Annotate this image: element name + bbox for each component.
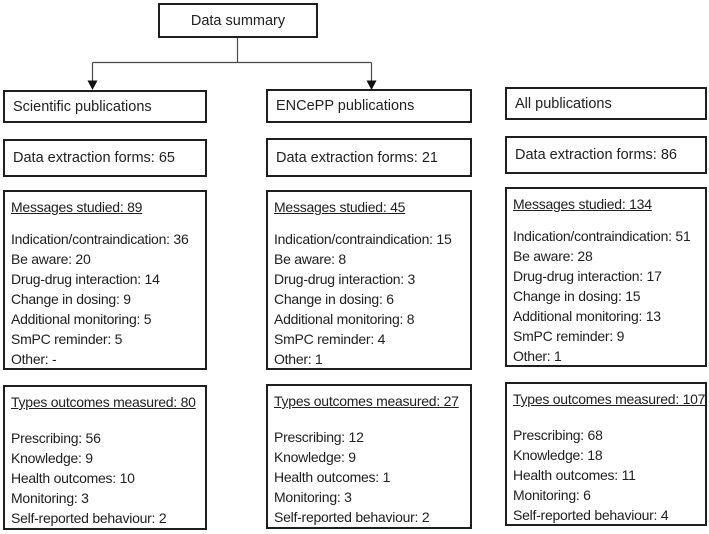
outcomes-header: Types outcomes measured: 107 [513, 391, 706, 407]
message-item: Change in dosing: 9 [11, 291, 131, 307]
messages-studied-box-all [505, 187, 707, 367]
outcome-item: Health outcomes: 10 [11, 470, 135, 486]
connector-lines [0, 0, 709, 95]
extraction-forms-box-encepp [266, 138, 472, 177]
message-item: Additional monitoring: 5 [11, 311, 152, 327]
message-item: Change in dosing: 6 [274, 291, 394, 307]
extraction-forms-label: Data extraction forms: 21 [276, 149, 438, 166]
outcome-item: Prescribing: 56 [11, 430, 101, 446]
messages-header: Messages studied: 45 [274, 199, 406, 215]
outcome-item: Monitoring: 6 [513, 487, 591, 503]
arrow-down-icon [88, 81, 98, 91]
outcome-item: Self-reported behaviour: 2 [11, 510, 167, 526]
message-item: Other: 1 [274, 351, 323, 367]
message-item: Be aware: 20 [11, 251, 91, 267]
outcome-item: Self-reported behaviour: 4 [513, 507, 669, 523]
outcomes-header: Types outcomes measured: 80 [11, 394, 196, 410]
outcomes-box-all [505, 382, 707, 526]
root-box [158, 3, 318, 38]
message-item: Drug-drug interaction: 14 [11, 271, 160, 287]
message-item: Indication/contraindication: 36 [11, 231, 189, 247]
outcome-item: Prescribing: 12 [274, 429, 364, 445]
messages-header: Messages studied: 89 [11, 199, 143, 215]
outcome-item: Health outcomes: 1 [274, 469, 391, 485]
messages-header: Messages studied: 134 [513, 196, 652, 212]
outcome-item: Knowledge: 18 [513, 447, 603, 463]
extraction-forms-box-scientific [3, 139, 207, 177]
column-title-label: All publications [515, 95, 612, 112]
outcome-item: Monitoring: 3 [274, 489, 352, 505]
message-item: Other: 1 [513, 348, 562, 364]
outcomes-box-scientific [3, 385, 207, 530]
message-item: Other: - [11, 351, 57, 367]
message-item: Be aware: 8 [274, 251, 346, 267]
message-item: SmPC reminder: 9 [513, 328, 625, 344]
extraction-forms-label: Data extraction forms: 65 [13, 150, 175, 166]
message-item: Drug-drug interaction: 3 [274, 271, 416, 287]
messages-studied-box-scientific [3, 190, 207, 370]
outcome-item: Knowledge: 9 [274, 449, 356, 465]
extraction-forms-box-all [505, 136, 707, 174]
message-item: Indication/contraindication: 15 [274, 231, 452, 247]
outcome-item: Health outcomes: 11 [513, 467, 636, 483]
messages-studied-box-encepp [266, 190, 472, 370]
outcome-item: Self-reported behaviour: 2 [274, 509, 430, 525]
message-item: Additional monitoring: 13 [513, 308, 661, 324]
column-title-label: Scientific publications [13, 98, 152, 115]
extraction-forms-label: Data extraction forms: 86 [515, 147, 677, 163]
outcome-item: Monitoring: 3 [11, 490, 89, 506]
column-title-label: ENCePP publications [276, 98, 415, 114]
message-item: SmPC reminder: 4 [274, 331, 386, 347]
column-title-all [505, 87, 707, 120]
outcome-item: Prescribing: 68 [513, 427, 603, 443]
message-item: Be aware: 28 [513, 248, 593, 264]
outcomes-box-encepp [266, 384, 472, 529]
column-title-encepp [266, 89, 472, 123]
root-title: Data summary [190, 12, 286, 29]
message-item: Change in dosing: 15 [513, 288, 641, 304]
message-item: Drug-drug interaction: 17 [513, 268, 662, 284]
outcomes-header: Types outcomes measured: 27 [274, 393, 459, 409]
message-item: Additional monitoring: 8 [274, 311, 415, 327]
outcome-item: Knowledge: 9 [11, 450, 93, 466]
message-item: Indication/contraindication: 51 [513, 228, 691, 244]
column-title-scientific [3, 90, 207, 123]
message-item: SmPC reminder: 5 [11, 331, 123, 347]
